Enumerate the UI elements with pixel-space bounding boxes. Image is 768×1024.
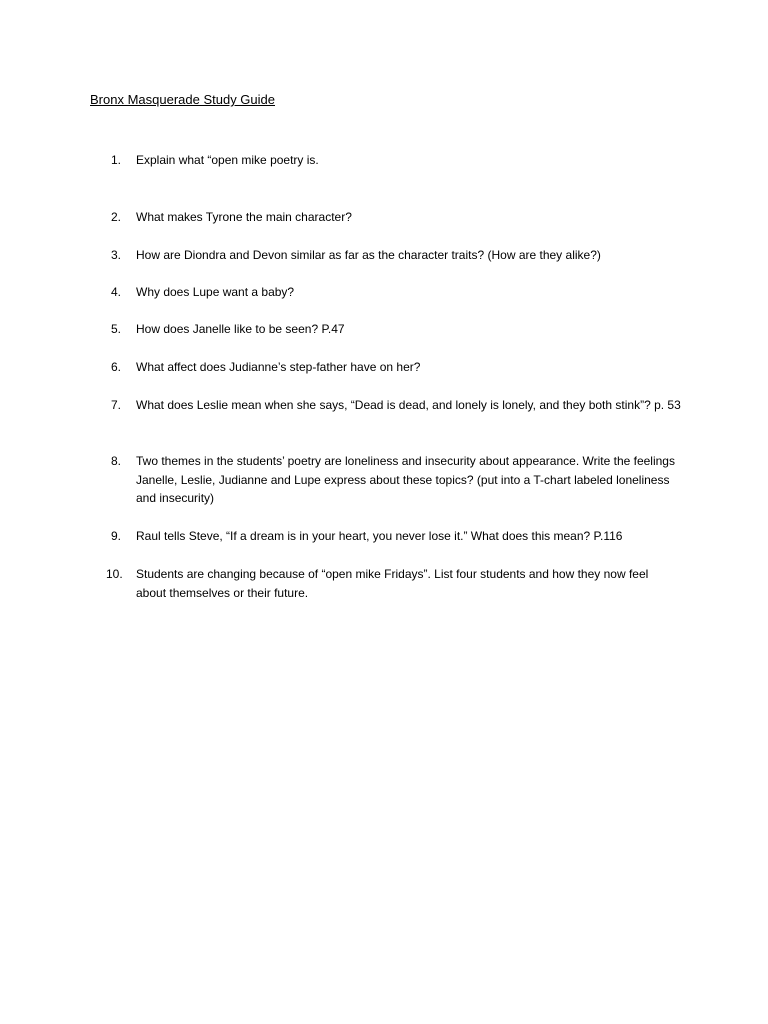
question-text: How are Diondra and Devon similar as far as the character traits? (How are they alike?) xyxy=(136,248,601,262)
question-number: 3. xyxy=(111,248,122,262)
question-text: Raul tells Steve, “If a dream is in your heart, you never lose it.” What does this mean? P.116 xyxy=(136,529,623,543)
question-number: 2. xyxy=(111,210,122,224)
document-title: Bronx Masquerade Study Guide xyxy=(90,92,275,107)
question-text: Why does Lupe want a baby? xyxy=(136,285,295,299)
question-number: 5. xyxy=(111,322,122,336)
question-text: Students are changing because of “open mike Fridays”. List four students and how they now feel about themselves or their future. xyxy=(136,567,649,600)
question-text: What does Leslie mean when she says, “Dead is dead, and lonely is lonely, and they both stink”? p. 53 xyxy=(136,398,681,412)
question-number: 8. xyxy=(111,454,122,468)
question-number: 7. xyxy=(111,398,122,412)
question-number: 10. xyxy=(106,567,123,581)
question-text: How does Janelle like to be seen? P.47 xyxy=(136,322,345,336)
question-number: 6. xyxy=(111,360,122,374)
question-number: 9. xyxy=(111,529,122,543)
question-number: 4. xyxy=(111,285,122,299)
question-text: What makes Tyrone the main character? xyxy=(136,210,352,224)
question-text: Explain what “open mike poetry is. xyxy=(136,153,319,167)
question-text: Two themes in the students’ poetry are loneliness and insecurity about appearance. Write the feelings Janelle, Leslie, Judianne and Lupe express about these topics? (put into a T-chart labeled loneliness and insecurity) xyxy=(136,454,675,505)
question-number: 1. xyxy=(111,153,122,167)
question-text: What affect does Judianne’s step-father have on her? xyxy=(136,360,421,374)
